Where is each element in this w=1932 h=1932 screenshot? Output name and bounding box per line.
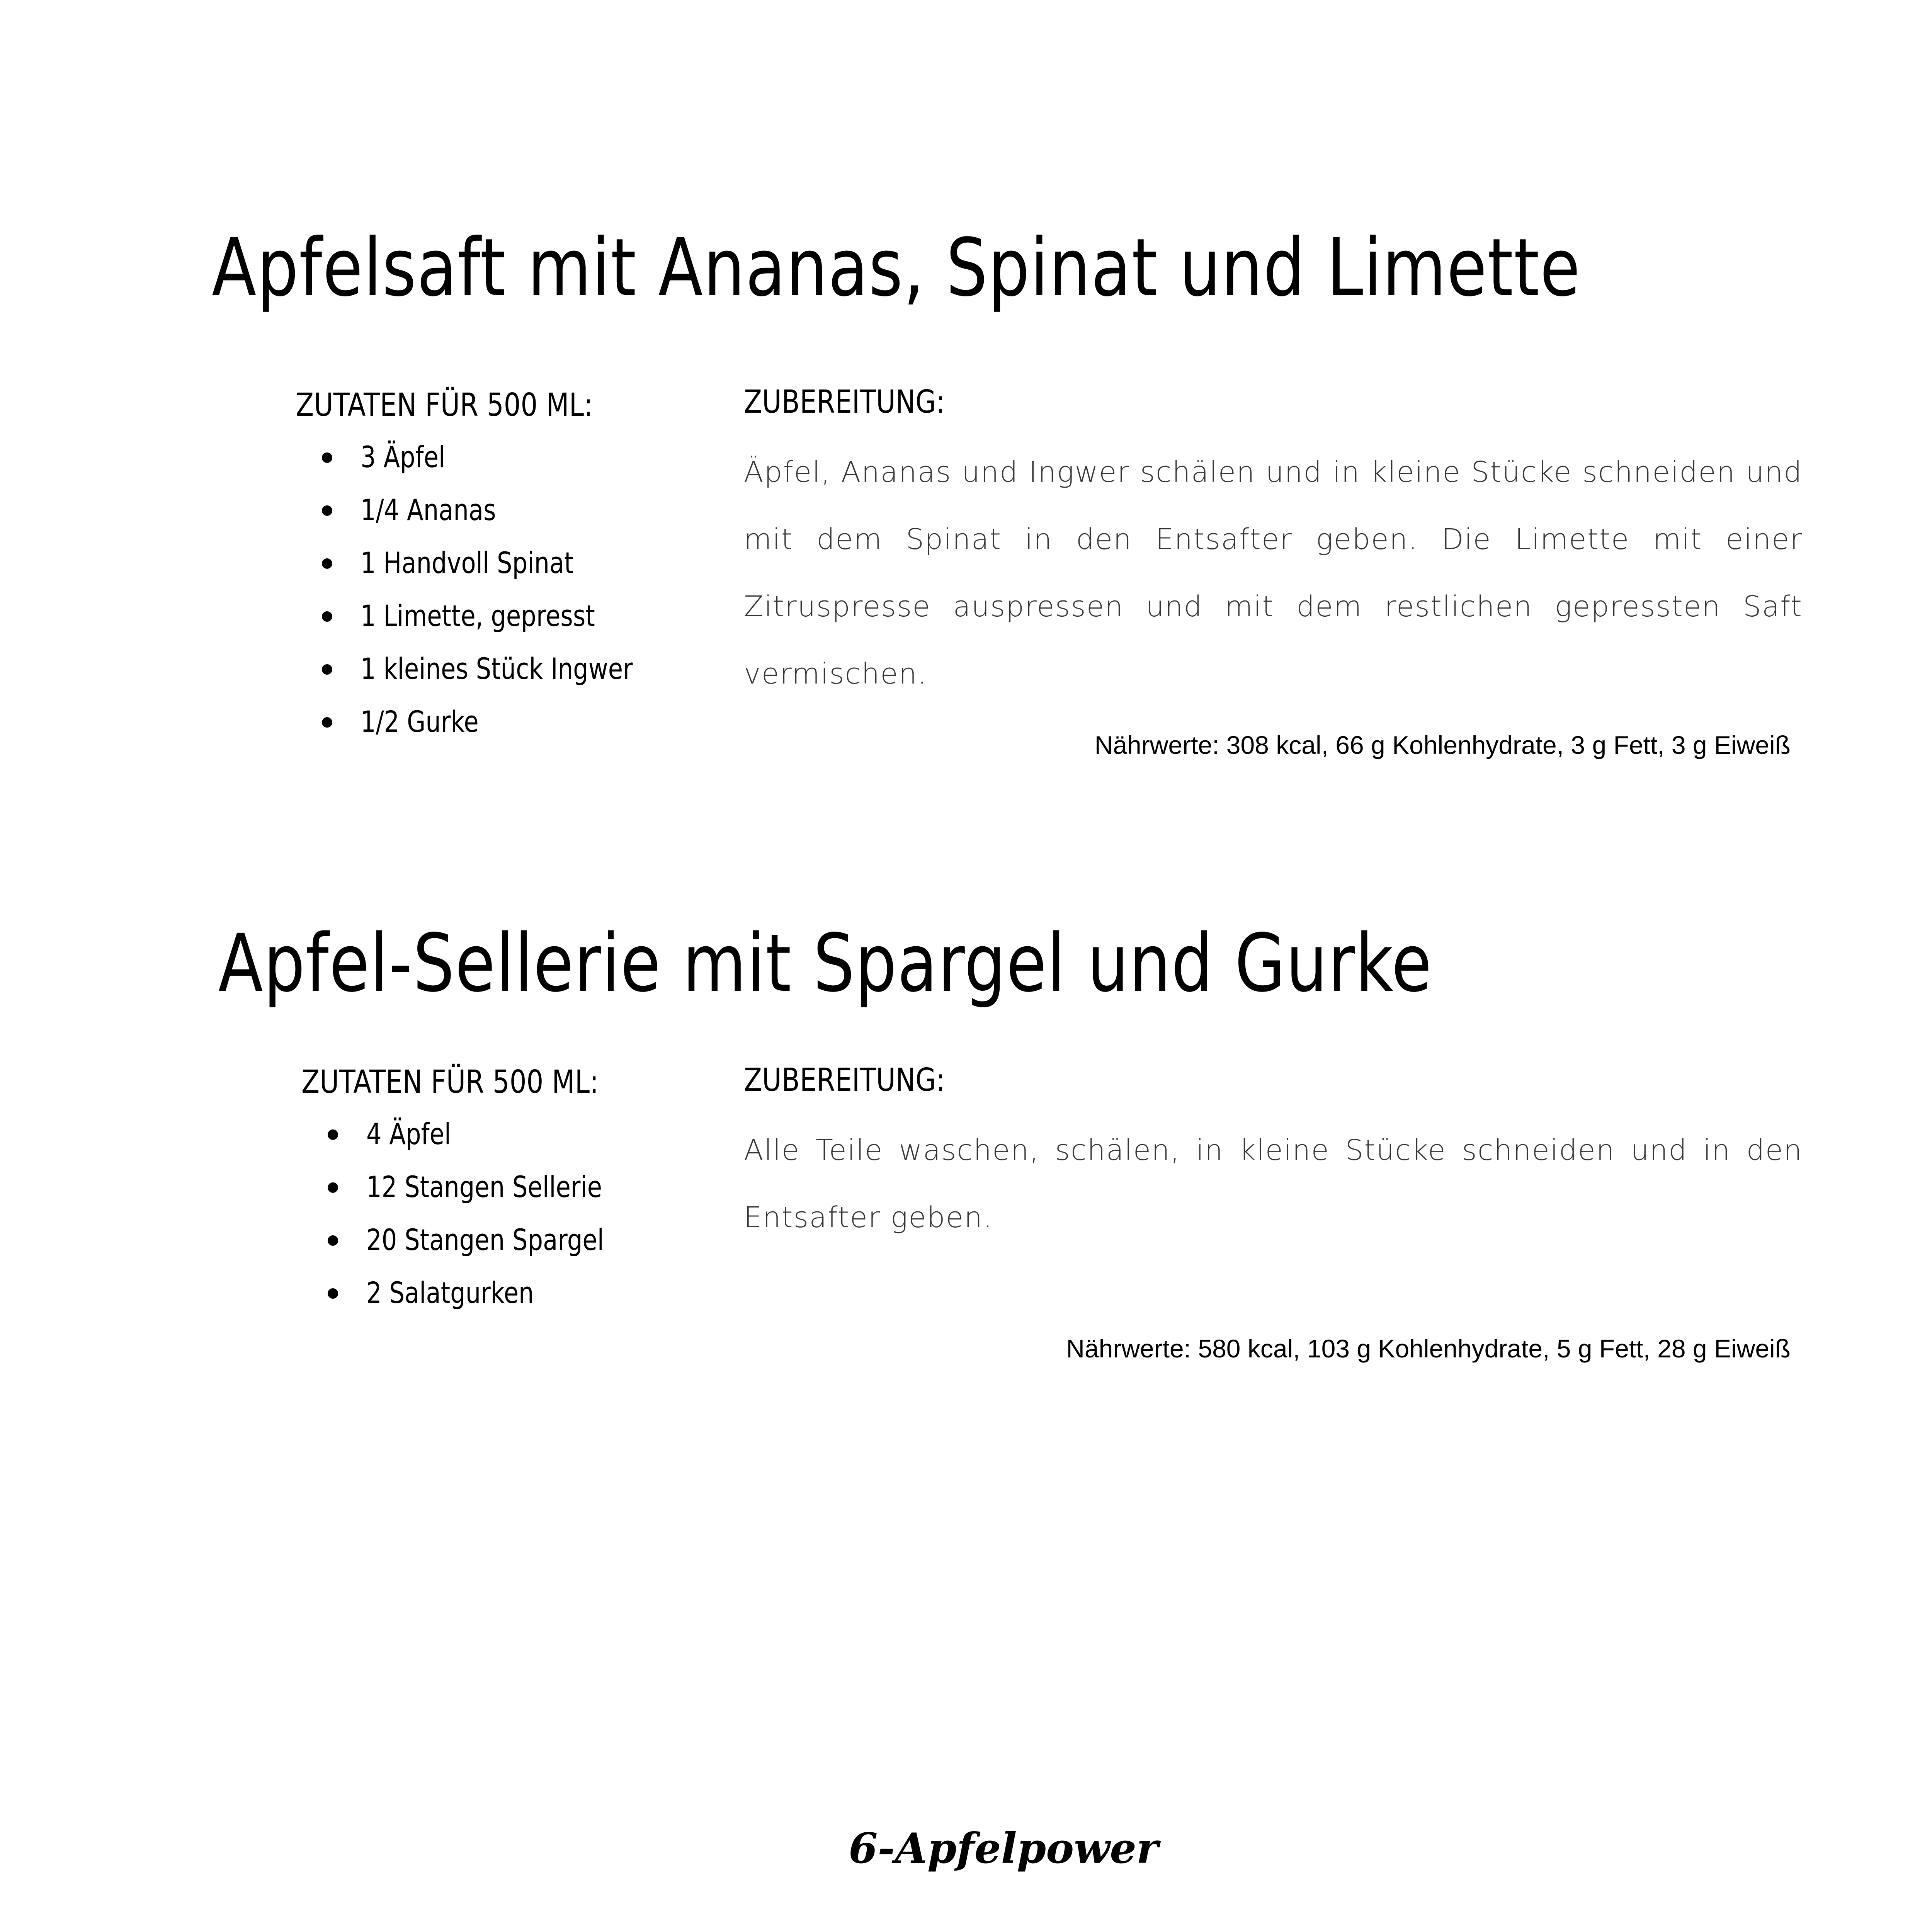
ingredient-text: 1 Handvoll Spinat [361,546,574,580]
ingredient-text: 20 Stangen Spargel [366,1223,604,1257]
footer-label: 6-Apfelpower [849,1824,1158,1873]
preparation-heading: ZUBEREITUNG: [744,384,945,420]
ingredient-text: 1 kleines Stück Ingwer [361,651,633,686]
ingredient-text: 1/2 Gurke [361,704,479,739]
ingredients-heading: ZUTATEN FÜR 500 ML: [301,1064,599,1100]
ingredient-text: 3 Äpfel [361,440,446,474]
ingredient-text: 12 Stangen Sellerie [366,1170,602,1204]
bullet-icon [322,558,332,569]
bullet-icon [322,452,332,463]
preparation-heading: ZUBEREITUNG: [744,1062,945,1099]
ingredients-heading: ZUTATEN FÜR 500 ML: [296,387,593,423]
ingredient-text: 4 Äpfel [366,1117,451,1151]
bullet-icon [328,1235,338,1246]
preparation-text: Äpfel, Ananas und Ingwer schälen und in kleine Stücke schneiden und mit dem Spinat in den Entsafter geben. Die Limette mit einer Zitruspresse auspressen und mit dem restlichen gepressten Saft vermischen. [744,456,1803,690]
preparation-text: Alle Teile waschen, schälen, in kleine Stücke schneiden und in den Entsafter geben. [744,1134,1803,1234]
ingredient-text: 1/4 Ananas [361,493,496,527]
bullet-icon [322,664,332,675]
bullet-icon [322,717,332,728]
bullet-icon [322,505,332,516]
recipe-title: Apfelsaft mit Ananas, Spinat und Limette [212,221,1581,314]
recipe-title: Apfel-Sellerie mit Spargel und Gurke [218,917,1432,1010]
bullet-icon [328,1288,338,1299]
nutrition-info: Nährwerte: 580 kcal, 103 g Kohlenhydrate, 5 g Fett, 28 g Eiweiß [1066,1334,1791,1363]
bullet-icon [328,1182,338,1193]
bullet-icon [322,611,332,622]
nutrition-info: Nährwerte: 308 kcal, 66 g Kohlenhydrate, 3 g Fett, 3 g Eiweiß [1094,731,1791,759]
ingredient-text: 1 Limette, gepresst [361,599,595,633]
bullet-icon [328,1129,338,1140]
ingredient-text: 2 Salatgurken [366,1276,534,1310]
